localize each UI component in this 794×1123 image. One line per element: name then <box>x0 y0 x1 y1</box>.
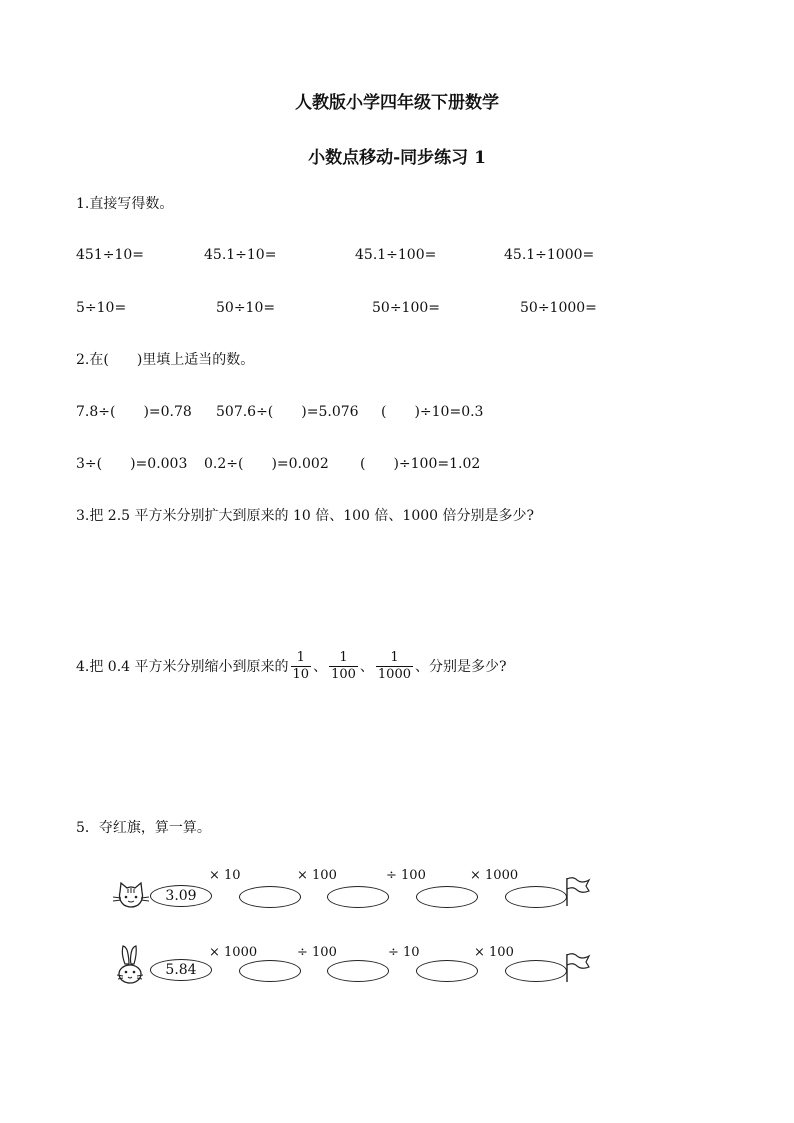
q1-item: 5÷10= <box>76 300 127 316</box>
operation-label: × 1000 <box>470 868 519 883</box>
answer-oval[interactable] <box>505 960 567 982</box>
q2-heading: 2.在( )里填上适当的数。 <box>76 352 255 368</box>
q1-item: 45.1÷100= <box>355 247 437 263</box>
answer-oval[interactable] <box>327 886 389 908</box>
q1-item: 45.1÷1000= <box>504 247 595 263</box>
q1-item: 50÷100= <box>372 300 440 316</box>
q4-prefix: 4.把 0.4 平方米分别缩小到原来的 <box>76 658 289 675</box>
fraction: $\frac{1}{1000}$ <box>377 650 411 682</box>
q3-heading: 3.把 2.5 平方米分别扩大到原来的 10 倍、100 倍、1000 倍分别是多少? <box>76 508 534 524</box>
q4-heading: 4.把 0.4 平方米分别缩小到原来的 $\frac{1}{10}$ 、 $\frac{1}{100}$ 、 $\frac{1}{1000}$ 、分别是多少? <box>76 650 507 682</box>
operation-label: × 1000 <box>209 945 258 960</box>
answer-oval[interactable] <box>239 886 301 908</box>
operation-label: ÷ 10 <box>388 945 420 960</box>
cat-icon <box>112 880 150 912</box>
flag-icon <box>565 875 591 907</box>
q2-item: 3÷( )=0.003 <box>76 456 188 472</box>
q1-heading: 1.直接写得数。 <box>76 196 174 212</box>
q2-item: 507.6÷( )=5.076 <box>216 404 359 420</box>
answer-oval[interactable] <box>327 960 389 982</box>
q2-item: 0.2÷( )=0.002 <box>204 456 329 472</box>
answer-oval[interactable] <box>505 886 567 908</box>
rabbit-icon <box>114 944 146 986</box>
flag-icon <box>565 951 591 983</box>
q1-item: 45.1÷10= <box>204 247 277 263</box>
operation-label: ÷ 100 <box>386 868 426 883</box>
q1-item: 451÷10= <box>76 247 144 263</box>
page-title: 人教版小学四年级下册数学 <box>295 93 499 113</box>
q1-item: 50÷1000= <box>520 300 597 316</box>
fraction: $\frac{1}{10}$ <box>292 650 310 682</box>
operation-label: × 10 <box>209 868 241 883</box>
operation-label: ÷ 100 <box>297 945 337 960</box>
start-value-oval: 5.84 <box>150 959 212 981</box>
answer-oval[interactable] <box>239 960 301 982</box>
q2-item: ( )÷100=1.02 <box>360 456 481 472</box>
page-subtitle: 小数点移动-同步练习 1 <box>308 148 486 168</box>
answer-oval[interactable] <box>416 960 478 982</box>
start-value-oval: 3.09 <box>150 885 212 907</box>
q5-heading: 5．夺红旗，算一算。 <box>76 820 211 836</box>
q2-item: ( )÷10=0.3 <box>381 404 484 420</box>
q4-suffix: 、分别是多少? <box>415 658 507 675</box>
q2-item: 7.8÷( )=0.78 <box>76 404 192 420</box>
answer-oval[interactable] <box>416 886 478 908</box>
operation-label: × 100 <box>474 945 514 960</box>
q1-item: 50÷10= <box>216 300 276 316</box>
fraction: $\frac{1}{100}$ <box>331 650 356 682</box>
operation-label: × 100 <box>297 868 337 883</box>
